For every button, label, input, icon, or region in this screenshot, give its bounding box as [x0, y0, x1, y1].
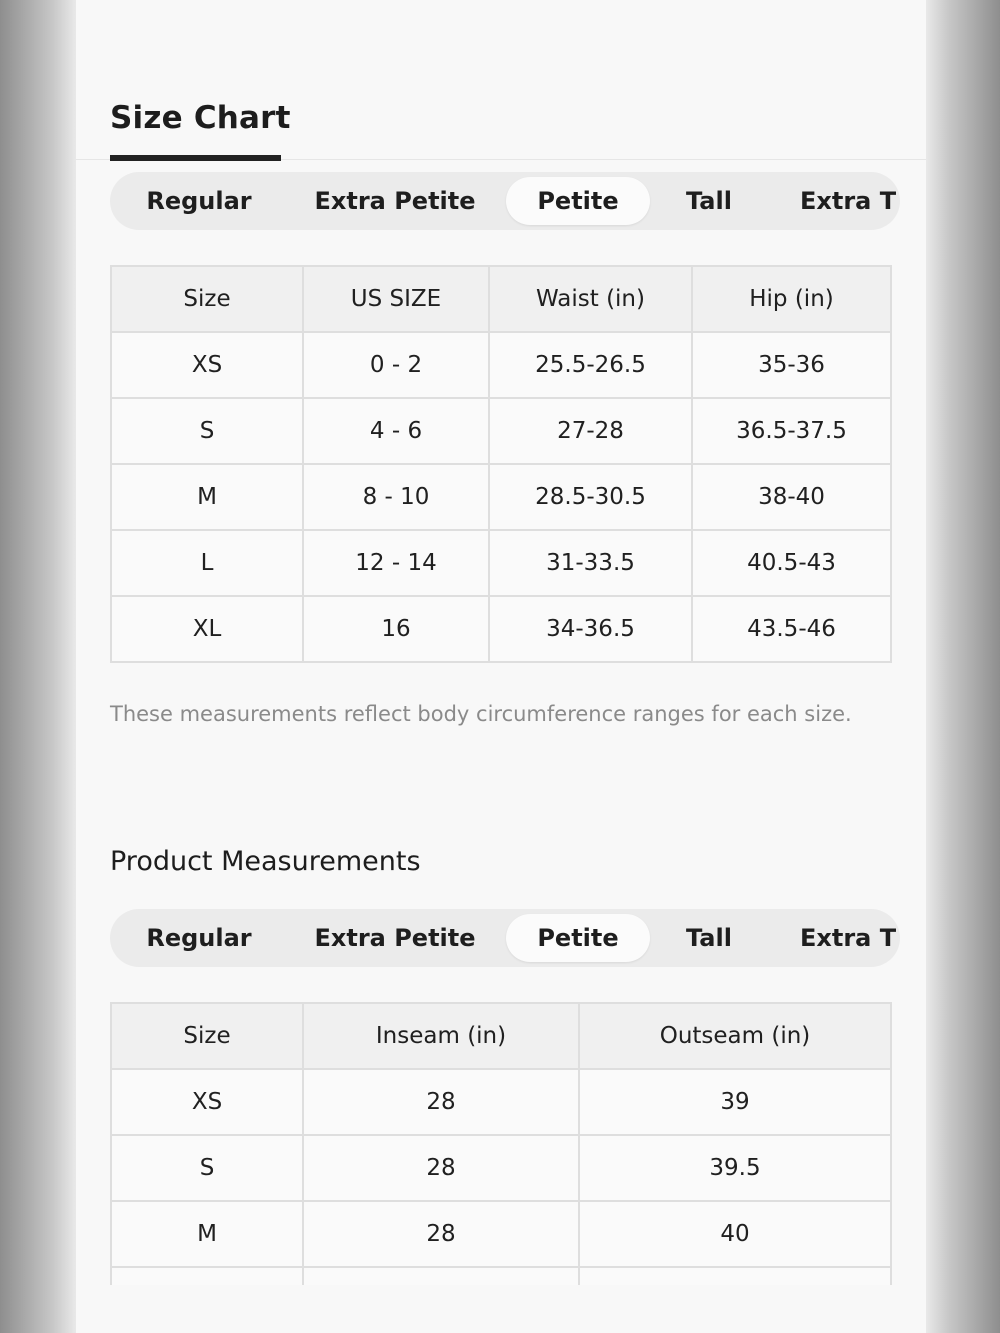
- table-cell: M: [111, 464, 303, 530]
- column-header: Inseam (in): [303, 1003, 579, 1069]
- table-row: [111, 530, 891, 596]
- tab-tall[interactable]: Tall: [686, 187, 732, 215]
- table-cell: 28: [303, 1135, 579, 1201]
- table-cell: 8 - 10: [303, 464, 489, 530]
- column-header: Waist (in): [489, 266, 692, 332]
- table-cell: 36.5-37.5: [692, 398, 891, 464]
- tab-extra-petite[interactable]: Extra Petite: [314, 187, 476, 215]
- table-row: [111, 398, 891, 464]
- tab-extra-petite[interactable]: Extra Petite: [314, 924, 476, 952]
- table-cell: 16: [303, 596, 489, 662]
- tab-extra-tall[interactable]: Extra T: [800, 187, 897, 215]
- tab-regular[interactable]: Regular: [146, 187, 252, 215]
- table-cell: 25.5-26.5: [489, 332, 692, 398]
- column-header: Hip (in): [692, 266, 891, 332]
- table-cell: 12 - 14: [303, 530, 489, 596]
- product-measurements-title: Product Measurements: [110, 846, 421, 877]
- table-row: [111, 1069, 891, 1135]
- table-cell: S: [111, 398, 303, 464]
- tab-tall[interactable]: Tall: [686, 924, 732, 952]
- tab-petite[interactable]: Petite: [506, 914, 650, 962]
- table-cell: 0 - 2: [303, 332, 489, 398]
- table-row: [111, 1135, 891, 1201]
- table-header-row: [111, 1003, 891, 1069]
- scroll-cutoff: [76, 1285, 926, 1333]
- table-cell: XS: [111, 1069, 303, 1135]
- column-header: US SIZE: [303, 266, 489, 332]
- tab-regular[interactable]: Regular: [146, 924, 252, 952]
- measurement-note: These measurements reflect body circumference ranges for each size.: [110, 702, 852, 726]
- table-cell: 4 - 6: [303, 398, 489, 464]
- table-cell: 27-28: [489, 398, 692, 464]
- table-header-row: [111, 266, 891, 332]
- table-cell: L: [111, 530, 303, 596]
- table-cell: 39: [579, 1069, 891, 1135]
- table-cell: 28.5-30.5: [489, 464, 692, 530]
- table-row: [111, 596, 891, 662]
- table-cell: 28: [303, 1069, 579, 1135]
- product-measurements-table: [110, 1002, 892, 1333]
- left-backdrop: [0, 0, 76, 1333]
- size-chart-title: Size Chart: [110, 100, 291, 136]
- table-cell: 28: [303, 1201, 579, 1267]
- table-row: [111, 332, 891, 398]
- active-tab-underline: [110, 155, 281, 161]
- table-cell: 38-40: [692, 464, 891, 530]
- column-header: Outseam (in): [579, 1003, 891, 1069]
- table-row: [111, 464, 891, 530]
- size-chart-fit-tabs: [110, 172, 900, 230]
- table-cell: 31-33.5: [489, 530, 692, 596]
- right-backdrop: [926, 0, 1000, 1333]
- table-cell: 40.5-43: [692, 530, 891, 596]
- table-cell: 35-36: [692, 332, 891, 398]
- tab-extra-tall[interactable]: Extra T: [800, 924, 897, 952]
- table-cell: XS: [111, 332, 303, 398]
- column-header: Size: [111, 266, 303, 332]
- table-row: [111, 1201, 891, 1267]
- tab-petite[interactable]: Petite: [506, 177, 650, 225]
- size-guide-panel: [76, 0, 926, 1333]
- size-chart-table: [110, 265, 892, 663]
- table-cell: XL: [111, 596, 303, 662]
- table-cell: 34-36.5: [489, 596, 692, 662]
- table-cell: 40: [579, 1201, 891, 1267]
- table-cell: 39.5: [579, 1135, 891, 1201]
- table-cell: M: [111, 1201, 303, 1267]
- column-header: Size: [111, 1003, 303, 1069]
- table-cell: S: [111, 1135, 303, 1201]
- product-measurements-fit-tabs: [110, 909, 900, 967]
- table-cell: 43.5-46: [692, 596, 891, 662]
